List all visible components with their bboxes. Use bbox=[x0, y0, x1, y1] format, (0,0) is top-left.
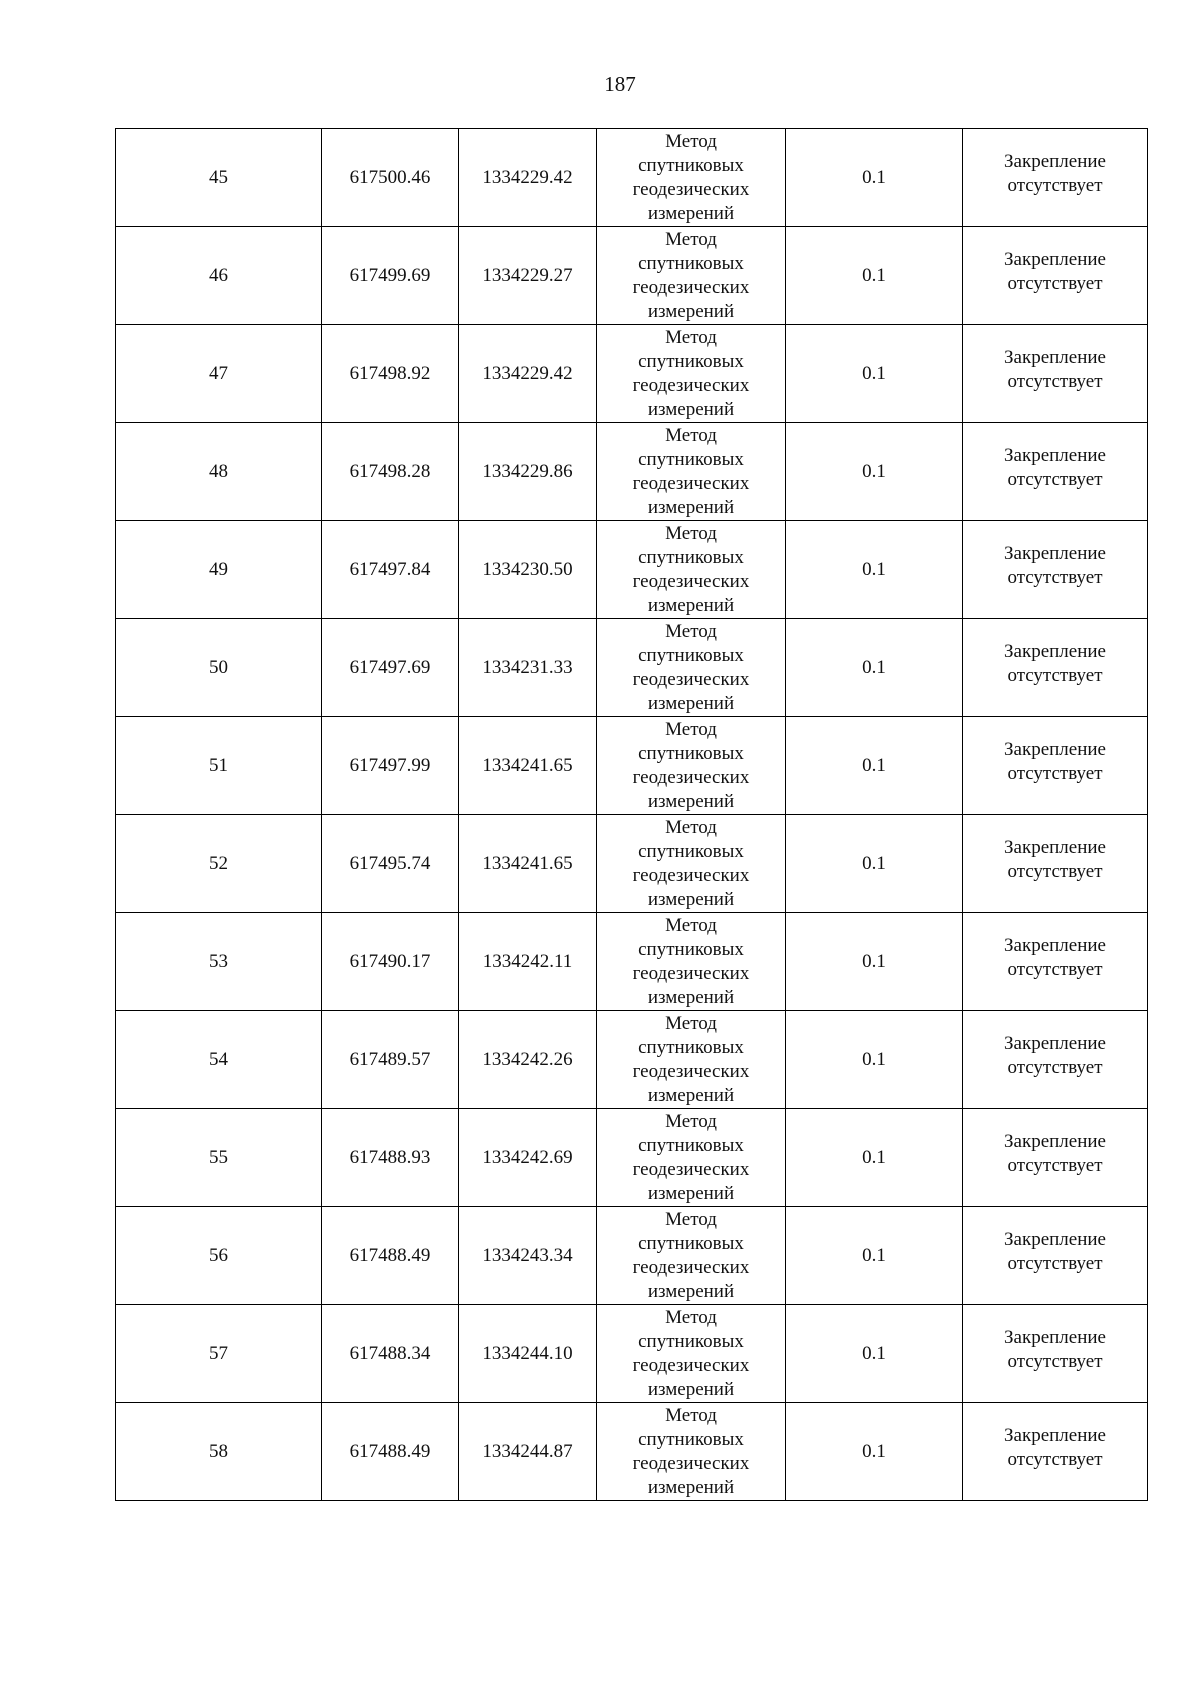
accuracy-cell: 0.1 bbox=[786, 129, 963, 227]
x-coordinate-cell: 617500.46 bbox=[322, 129, 459, 227]
method-text-line: геодезических bbox=[632, 962, 750, 984]
method-text-line: измерений bbox=[647, 300, 735, 322]
fixing-cell bbox=[963, 1011, 1148, 1109]
table-row bbox=[116, 913, 1148, 1011]
fixing-text-line: Закрепление bbox=[1004, 346, 1106, 368]
x-coordinate-cell: 617497.84 bbox=[322, 521, 459, 619]
method-text-line: геодезических bbox=[632, 472, 750, 494]
method-text-line: измерений bbox=[647, 496, 735, 518]
accuracy-cell: 0.1 bbox=[786, 1305, 963, 1403]
method-text-line: спутниковых bbox=[638, 546, 744, 568]
fixing-text-line: Закрепление bbox=[1004, 1130, 1106, 1152]
method-text-line: спутниковых bbox=[638, 938, 744, 960]
method-text-line: геодезических bbox=[632, 668, 750, 690]
method-text-line: Метод bbox=[665, 718, 717, 740]
method-text-line: измерений bbox=[647, 1476, 735, 1498]
table-row bbox=[116, 423, 1148, 521]
fixing-text-line: отсутствует bbox=[1007, 1448, 1103, 1470]
fixing-text bbox=[963, 836, 1147, 884]
method-text-line: геодезических bbox=[632, 276, 750, 298]
coordinates-table bbox=[115, 128, 1148, 1501]
fixing-text-line: Закрепление bbox=[1004, 640, 1106, 662]
point-number-cell: 47 bbox=[116, 325, 322, 423]
point-number-cell: 48 bbox=[116, 423, 322, 521]
fixing-text bbox=[963, 934, 1147, 982]
fixing-cell bbox=[963, 1403, 1148, 1501]
fixing-cell bbox=[963, 129, 1148, 227]
fixing-text-line: Закрепление bbox=[1004, 934, 1106, 956]
method-text-line: измерений bbox=[647, 594, 735, 616]
y-coordinate-cell: 1334241.65 bbox=[459, 815, 597, 913]
fixing-cell bbox=[963, 913, 1148, 1011]
x-coordinate-cell: 617495.74 bbox=[322, 815, 459, 913]
method-cell bbox=[597, 1305, 786, 1403]
method-cell bbox=[597, 325, 786, 423]
method-text-line: измерений bbox=[647, 790, 735, 812]
fixing-text-line: Закрепление bbox=[1004, 1032, 1106, 1054]
method-text-line: Метод bbox=[665, 1208, 717, 1230]
y-coordinate-cell: 1334242.26 bbox=[459, 1011, 597, 1109]
fixing-text-line: отсутствует bbox=[1007, 1154, 1103, 1176]
method-text-line: спутниковых bbox=[638, 448, 744, 470]
y-coordinate-cell: 1334244.87 bbox=[459, 1403, 597, 1501]
table-row bbox=[116, 1207, 1148, 1305]
table-row bbox=[116, 227, 1148, 325]
fixing-text bbox=[963, 150, 1147, 198]
x-coordinate-cell: 617488.49 bbox=[322, 1207, 459, 1305]
method-text-line: геодезических bbox=[632, 864, 750, 886]
fixing-text bbox=[963, 1326, 1147, 1374]
table-row bbox=[116, 815, 1148, 913]
fixing-text-line: отсутствует bbox=[1007, 1056, 1103, 1078]
y-coordinate-cell: 1334244.10 bbox=[459, 1305, 597, 1403]
accuracy-cell: 0.1 bbox=[786, 913, 963, 1011]
table-row bbox=[116, 325, 1148, 423]
method-text-line: Метод bbox=[665, 914, 717, 936]
method-text-line: геодезических bbox=[632, 766, 750, 788]
y-coordinate-cell: 1334241.65 bbox=[459, 717, 597, 815]
point-number-cell: 55 bbox=[116, 1109, 322, 1207]
y-coordinate-cell: 1334229.27 bbox=[459, 227, 597, 325]
method-text-line: спутниковых bbox=[638, 742, 744, 764]
table-row bbox=[116, 1403, 1148, 1501]
accuracy-cell: 0.1 bbox=[786, 1109, 963, 1207]
point-number-cell: 58 bbox=[116, 1403, 322, 1501]
method-text-line: измерений bbox=[647, 202, 735, 224]
method-cell bbox=[597, 815, 786, 913]
method-text-line: спутниковых bbox=[638, 1232, 744, 1254]
method-text-line: геодезических bbox=[632, 178, 750, 200]
method-text-line: Метод bbox=[665, 816, 717, 838]
y-coordinate-cell: 1334242.69 bbox=[459, 1109, 597, 1207]
x-coordinate-cell: 617499.69 bbox=[322, 227, 459, 325]
x-coordinate-cell: 617498.28 bbox=[322, 423, 459, 521]
fixing-text-line: Закрепление bbox=[1004, 248, 1106, 270]
method-text-line: измерений bbox=[647, 1084, 735, 1106]
method-cell bbox=[597, 521, 786, 619]
method-text-line: геодезических bbox=[632, 1354, 750, 1376]
fixing-text-line: Закрепление bbox=[1004, 150, 1106, 172]
method-text-line: спутниковых bbox=[638, 252, 744, 274]
fixing-text-line: отсутствует bbox=[1007, 370, 1103, 392]
method-cell bbox=[597, 619, 786, 717]
fixing-text-line: отсутствует bbox=[1007, 174, 1103, 196]
y-coordinate-cell: 1334231.33 bbox=[459, 619, 597, 717]
method-text-line: геодезических bbox=[632, 1060, 750, 1082]
y-coordinate-cell: 1334242.11 bbox=[459, 913, 597, 1011]
x-coordinate-cell: 617497.69 bbox=[322, 619, 459, 717]
fixing-text-line: отсутствует bbox=[1007, 762, 1103, 784]
method-text-line: геодезических bbox=[632, 374, 750, 396]
method-text-line: Метод bbox=[665, 228, 717, 250]
point-number-cell: 56 bbox=[116, 1207, 322, 1305]
fixing-text-line: отсутствует bbox=[1007, 860, 1103, 882]
method-cell bbox=[597, 717, 786, 815]
y-coordinate-cell: 1334243.34 bbox=[459, 1207, 597, 1305]
fixing-text-line: отсутствует bbox=[1007, 566, 1103, 588]
method-text-line: Метод bbox=[665, 1404, 717, 1426]
fixing-text bbox=[963, 640, 1147, 688]
point-number-cell: 54 bbox=[116, 1011, 322, 1109]
table-row bbox=[116, 129, 1148, 227]
point-number-cell: 52 bbox=[116, 815, 322, 913]
method-text-line: геодезических bbox=[632, 1256, 750, 1278]
fixing-text bbox=[963, 444, 1147, 492]
fixing-text-line: отсутствует bbox=[1007, 958, 1103, 980]
method-text-line: спутниковых bbox=[638, 1428, 744, 1450]
method-text-line: Метод bbox=[665, 620, 717, 642]
accuracy-cell: 0.1 bbox=[786, 325, 963, 423]
fixing-text bbox=[963, 346, 1147, 394]
method-text-line: геодезических bbox=[632, 1158, 750, 1180]
point-number-cell: 49 bbox=[116, 521, 322, 619]
method-cell bbox=[597, 1207, 786, 1305]
method-text-line: спутниковых bbox=[638, 1330, 744, 1352]
point-number-cell: 53 bbox=[116, 913, 322, 1011]
method-text-line: измерений bbox=[647, 692, 735, 714]
table-row bbox=[116, 1305, 1148, 1403]
fixing-cell bbox=[963, 227, 1148, 325]
coordinates-table-body bbox=[116, 129, 1148, 1501]
fixing-text bbox=[963, 738, 1147, 786]
fixing-text bbox=[963, 1032, 1147, 1080]
fixing-text bbox=[963, 542, 1147, 590]
point-number-cell: 50 bbox=[116, 619, 322, 717]
fixing-text-line: Закрепление bbox=[1004, 1228, 1106, 1250]
fixing-cell bbox=[963, 1305, 1148, 1403]
fixing-text-line: Закрепление bbox=[1004, 542, 1106, 564]
accuracy-cell: 0.1 bbox=[786, 1403, 963, 1501]
fixing-cell bbox=[963, 619, 1148, 717]
method-text-line: спутниковых bbox=[638, 644, 744, 666]
x-coordinate-cell: 617489.57 bbox=[322, 1011, 459, 1109]
method-text-line: измерений bbox=[647, 986, 735, 1008]
method-cell bbox=[597, 1011, 786, 1109]
page-number: 187 bbox=[604, 72, 636, 96]
fixing-text-line: отсутствует bbox=[1007, 468, 1103, 490]
accuracy-cell: 0.1 bbox=[786, 423, 963, 521]
method-text-line: измерений bbox=[647, 1280, 735, 1302]
method-text-line: Метод bbox=[665, 326, 717, 348]
accuracy-cell: 0.1 bbox=[786, 1207, 963, 1305]
method-text-line: геодезических bbox=[632, 1452, 750, 1474]
fixing-cell bbox=[963, 521, 1148, 619]
method-text-line: измерений bbox=[647, 398, 735, 420]
fixing-text bbox=[963, 248, 1147, 296]
fixing-cell bbox=[963, 717, 1148, 815]
fixing-text-line: отсутствует bbox=[1007, 272, 1103, 294]
fixing-text bbox=[963, 1228, 1147, 1276]
table-row bbox=[116, 619, 1148, 717]
method-text-line: спутниковых bbox=[638, 1036, 744, 1058]
fixing-text-line: Закрепление bbox=[1004, 1424, 1106, 1446]
x-coordinate-cell: 617498.92 bbox=[322, 325, 459, 423]
point-number-cell: 46 bbox=[116, 227, 322, 325]
accuracy-cell: 0.1 bbox=[786, 815, 963, 913]
method-text-line: спутниковых bbox=[638, 350, 744, 372]
x-coordinate-cell: 617497.99 bbox=[322, 717, 459, 815]
fixing-cell bbox=[963, 423, 1148, 521]
table-row bbox=[116, 521, 1148, 619]
method-text-line: измерений bbox=[647, 888, 735, 910]
method-text-line: Метод bbox=[665, 1306, 717, 1328]
method-text-line: измерений bbox=[647, 1378, 735, 1400]
fixing-text-line: отсутствует bbox=[1007, 1350, 1103, 1372]
method-cell bbox=[597, 913, 786, 1011]
method-text-line: Метод bbox=[665, 424, 717, 446]
fixing-text-line: Закрепление bbox=[1004, 836, 1106, 858]
point-number-cell: 45 bbox=[116, 129, 322, 227]
method-cell bbox=[597, 1109, 786, 1207]
fixing-cell bbox=[963, 1207, 1148, 1305]
fixing-cell bbox=[963, 815, 1148, 913]
method-cell bbox=[597, 227, 786, 325]
x-coordinate-cell: 617488.93 bbox=[322, 1109, 459, 1207]
fixing-text-line: отсутствует bbox=[1007, 1252, 1103, 1274]
y-coordinate-cell: 1334229.42 bbox=[459, 129, 597, 227]
method-text-line: спутниковых bbox=[638, 1134, 744, 1156]
method-text-line: спутниковых bbox=[638, 840, 744, 862]
method-text-line: измерений bbox=[647, 1182, 735, 1204]
fixing-text-line: отсутствует bbox=[1007, 664, 1103, 686]
x-coordinate-cell: 617488.34 bbox=[322, 1305, 459, 1403]
fixing-cell bbox=[963, 325, 1148, 423]
method-text-line: Метод bbox=[665, 1110, 717, 1132]
accuracy-cell: 0.1 bbox=[786, 619, 963, 717]
method-cell bbox=[597, 423, 786, 521]
accuracy-cell: 0.1 bbox=[786, 717, 963, 815]
accuracy-cell: 0.1 bbox=[786, 1011, 963, 1109]
method-cell bbox=[597, 129, 786, 227]
fixing-text-line: Закрепление bbox=[1004, 738, 1106, 760]
x-coordinate-cell: 617490.17 bbox=[322, 913, 459, 1011]
table-row bbox=[116, 1109, 1148, 1207]
method-text-line: спутниковых bbox=[638, 154, 744, 176]
y-coordinate-cell: 1334229.86 bbox=[459, 423, 597, 521]
x-coordinate-cell: 617488.49 bbox=[322, 1403, 459, 1501]
fixing-text-line: Закрепление bbox=[1004, 1326, 1106, 1348]
method-text-line: Метод bbox=[665, 1012, 717, 1034]
point-number-cell: 57 bbox=[116, 1305, 322, 1403]
fixing-text bbox=[963, 1424, 1147, 1472]
table-row bbox=[116, 717, 1148, 815]
fixing-text-line: Закрепление bbox=[1004, 444, 1106, 466]
fixing-text bbox=[963, 1130, 1147, 1178]
y-coordinate-cell: 1334229.42 bbox=[459, 325, 597, 423]
y-coordinate-cell: 1334230.50 bbox=[459, 521, 597, 619]
method-text-line: Метод bbox=[665, 130, 717, 152]
accuracy-cell: 0.1 bbox=[786, 521, 963, 619]
method-cell bbox=[597, 1403, 786, 1501]
table-row bbox=[116, 1011, 1148, 1109]
point-number-cell: 51 bbox=[116, 717, 322, 815]
method-text-line: геодезических bbox=[632, 570, 750, 592]
method-text-line: Метод bbox=[665, 522, 717, 544]
fixing-cell bbox=[963, 1109, 1148, 1207]
accuracy-cell: 0.1 bbox=[786, 227, 963, 325]
